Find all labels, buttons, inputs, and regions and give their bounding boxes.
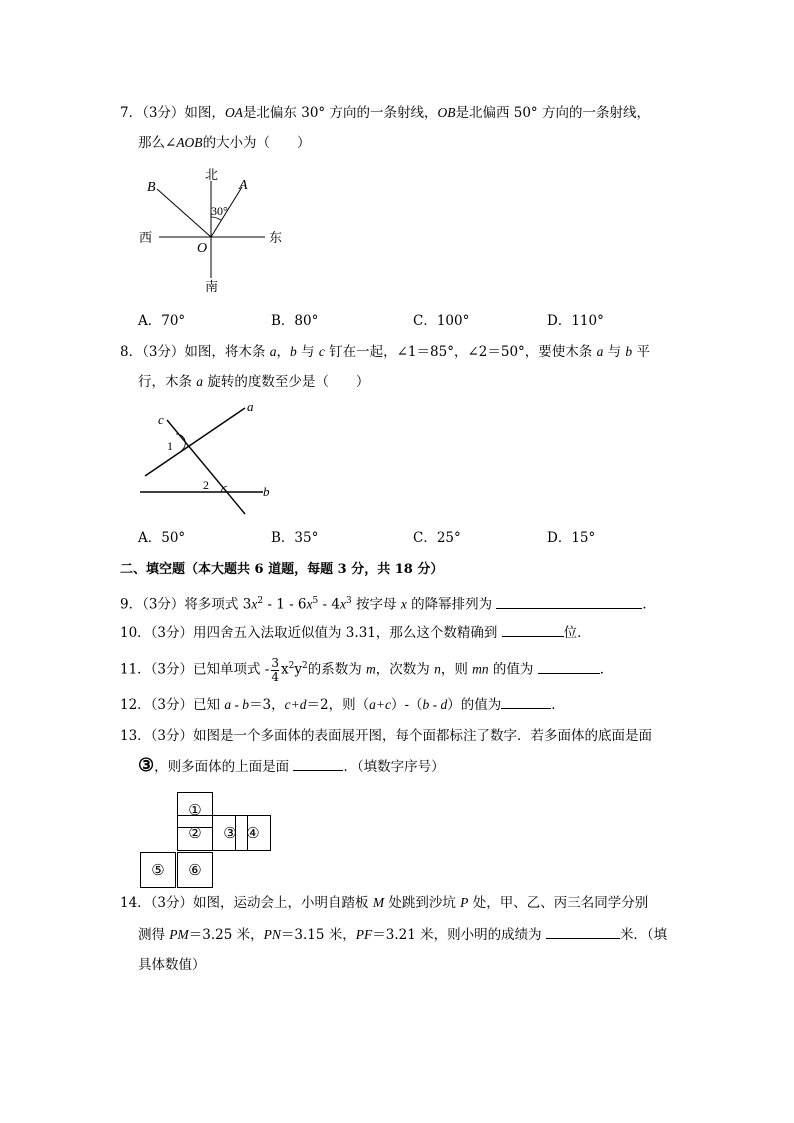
q8-option-c[interactable]: C．25° xyxy=(413,530,461,546)
q7-option-c[interactable]: C．100° xyxy=(413,313,470,329)
q10-answer-blank[interactable] xyxy=(502,622,564,637)
q9-line: 9．（3分）将多项式 $3x^2 - 1 - 6x^5 - 4x^3$ 按字母 x 的降幂排列为 ． xyxy=(120,591,656,615)
q14-line3: 具体数值） xyxy=(138,957,206,973)
face-6: ⑥ xyxy=(177,852,213,888)
q14-line1: 14．（3分）如图，运动会上，小明自踏板 M 处跳到沙坑 P 处，甲、乙、丙三名同学分别 xyxy=(120,895,649,911)
q7-line1: 7．（3分）如图，OA是北偏东 30° 方向的一条射线，OB是北偏西 50° 方向的一条射线， xyxy=(120,105,650,121)
q8-option-a[interactable]: A．50° xyxy=(138,530,186,546)
q8-figure xyxy=(135,398,285,518)
line-b-label: b xyxy=(263,484,270,499)
face-4: ④ xyxy=(235,815,271,851)
line-a-label: a xyxy=(247,399,254,414)
q8-line2: 行，木条 a 旋转的度数至少是（ ） xyxy=(138,374,370,390)
q7-option-d[interactable]: D．110° xyxy=(547,313,604,329)
q9-answer-blank[interactable] xyxy=(496,594,642,609)
q13-line2: ③，则多面体的上面是面 ．（填数字序号） xyxy=(138,755,445,776)
angle-1-label: 1 xyxy=(167,439,173,453)
angle-label: 30° xyxy=(211,204,228,218)
face-1: ① xyxy=(177,792,213,828)
east-label: 东 xyxy=(269,230,283,245)
q7-option-a[interactable]: A．70° xyxy=(138,313,186,329)
q7-line2: 那么∠AOB的大小为（ ） xyxy=(138,135,311,151)
q13-answer-blank[interactable] xyxy=(293,756,343,771)
face-2: ② xyxy=(177,815,213,851)
angle-2-label: 2 xyxy=(203,478,209,492)
west-label: 西 xyxy=(139,230,153,245)
q11-line: 11．（3分）已知单项式 - $\frac{3}{4}$ $x^2y^2$的系数为 m，次数为 n，则 mn 的值为 ． xyxy=(120,655,614,684)
face-5: ⑤ xyxy=(140,852,176,888)
q13-line1: 13．（3分）如图是一个多面体的表面展开图，每个面都标注了数字．若多面体的底面是面 xyxy=(120,728,653,744)
q7-figure xyxy=(135,163,295,298)
face-3: ③ xyxy=(212,815,248,851)
point-o-label: O xyxy=(197,241,208,256)
point-b-label: B xyxy=(147,180,156,195)
q14-line2: 测得 PM＝3.25 米，PN＝3.15 米，PF＝3.21 米，则小明的成绩为 米．（填 xyxy=(138,924,667,945)
q12-answer-blank[interactable] xyxy=(501,694,551,709)
north-label: 北 xyxy=(205,167,219,182)
q8-option-d[interactable]: D．15° xyxy=(547,530,596,546)
q14-answer-blank[interactable] xyxy=(546,924,620,939)
q11-answer-blank[interactable] xyxy=(538,659,600,674)
line-c-label: c xyxy=(158,412,164,427)
south-label: 南 xyxy=(205,279,219,294)
q8-option-b[interactable]: B．35° xyxy=(271,530,319,546)
q10-line: 10．（3分）用四舍五入法取近似值为 3.31，那么这个数精确到 位． xyxy=(120,622,591,643)
section-heading: 二、填空题（本大题共 6 道题，每题 3 分，共 18 分） xyxy=(120,562,444,577)
q8-line1: 8．（3分）如图，将木条 a，b 与 c 钉在一起，∠1＝85°，∠2＝50°，要使木条 a 与 b 平 xyxy=(120,344,650,360)
q11-fraction: $\frac{3}{4}$ xyxy=(271,655,280,684)
q7-option-b[interactable]: B．80° xyxy=(271,313,319,329)
q12-line: 12．（3分）已知 a - b＝3，c+d＝2，则（a+c）-（b - d）的值为 ． xyxy=(120,694,565,715)
point-a-label: A xyxy=(239,178,248,193)
